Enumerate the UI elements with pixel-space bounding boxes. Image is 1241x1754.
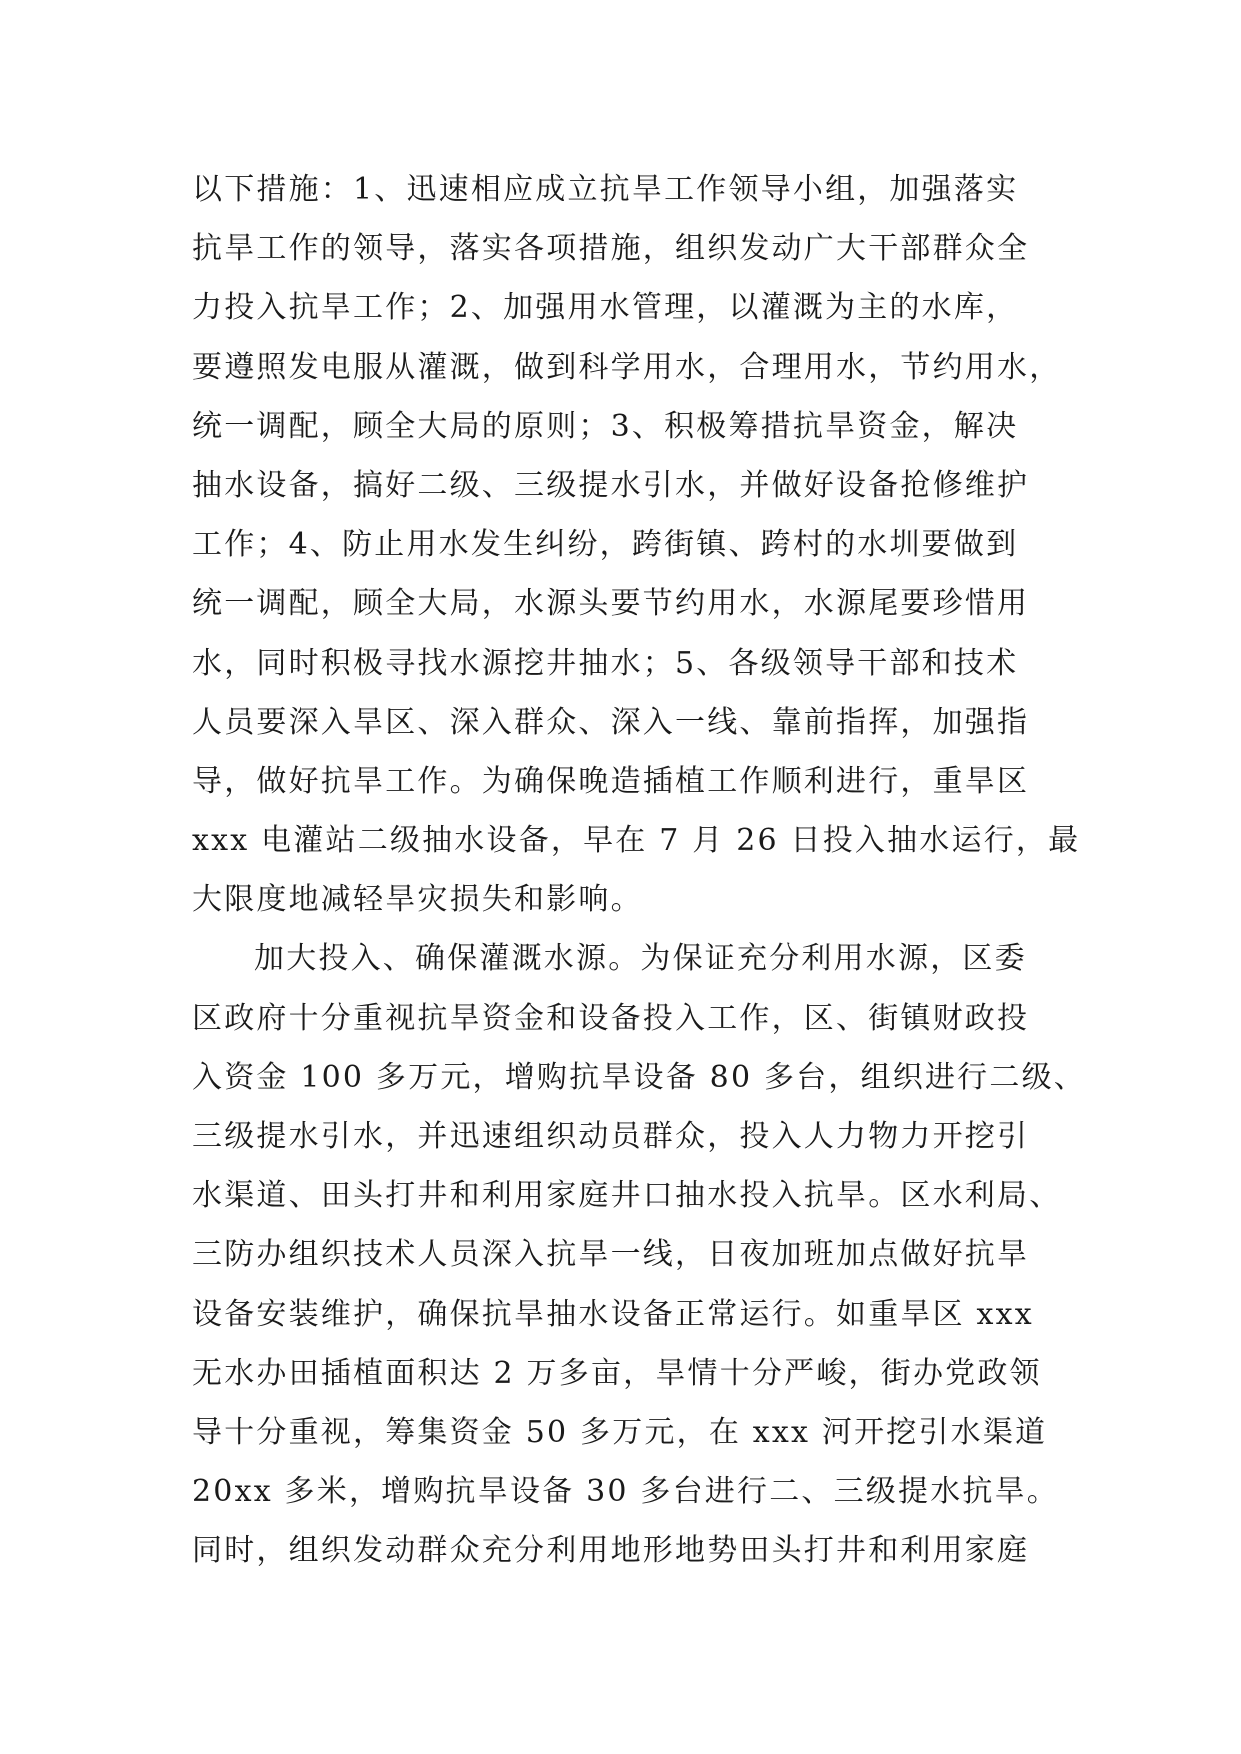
text-line: 同时，组织发动群众充分利用地形地势田头打井和利用家庭 bbox=[192, 1533, 1030, 1569]
body-text bbox=[192, 160, 1086, 1581]
text-line: 水渠道、田头打井和利用家庭井口抽水投入抗旱。区水利局、 bbox=[192, 1178, 1062, 1214]
text-line: 抗旱工作的领导，落实各项措施，组织发动广大干部群众全 bbox=[192, 231, 1030, 267]
text-line: 抽水设备，搞好二级、三级提水引水，并做好设备抢修维护 bbox=[192, 467, 1030, 503]
text-line: 无水办田插植面积达 2 万多亩，旱情十分严峻，街办党政领 bbox=[192, 1355, 1042, 1391]
text-line: 工作；4、防止用水发生纠纷，跨街镇、跨村的水圳要做到 bbox=[192, 527, 1019, 563]
text-line: 水，同时积极寻找水源挖井抽水；5、各级领导干部和技术 bbox=[192, 645, 1019, 681]
text-line: 导，做好抗旱工作。为确保晚造插植工作顺利进行，重旱区 bbox=[192, 763, 1030, 799]
text-line: 统一调配，顾全大局的原则；3、积极筹措抗旱资金，解决 bbox=[192, 408, 1019, 444]
paragraph-first-line: 加大投入、确保灌溉水源。为保证充分利用水源，区委 bbox=[254, 941, 1027, 977]
text-line: 大限度地减轻旱灾损失和影响。 bbox=[192, 882, 643, 918]
text-line: 三级提水引水，并迅速组织动员群众，投入人力物力开挖引 bbox=[192, 1119, 1030, 1154]
text-line: 统一调配，顾全大局，水源头要节约用水，水源尾要珍惜用 bbox=[192, 586, 1030, 622]
text-line: 入资金 100 多万元，增购抗旱设备 80 多台，组织进行二级、 bbox=[192, 1059, 1086, 1095]
text-line: 20xx 多米，增购抗旱设备 30 多台进行二、三级提水抗旱。 bbox=[192, 1474, 1059, 1510]
text-line: 人员要深入旱区、深入群众、深入一线、靠前指挥，加强指 bbox=[192, 704, 1030, 740]
text-line: 区政府十分重视抗旱资金和设备投入工作，区、街镇财政投 bbox=[192, 1000, 1030, 1036]
text-line: 导十分重视，筹集资金 50 多万元，在 xxx 河开挖引水渠道 bbox=[192, 1414, 1048, 1450]
text-line: 要遵照发电服从灌溉，做到科学用水，合理用水，节约用水， bbox=[192, 349, 1062, 385]
text-line: 力投入抗旱工作；2、加强用水管理，以灌溉为主的水库， bbox=[192, 290, 1019, 326]
text-line: 以下措施：1、迅速相应成立抗旱工作领导小组，加强落实 bbox=[192, 172, 1019, 207]
text-line: 设备安装维护，确保抗旱抽水设备正常运行。如重旱区 xxx bbox=[192, 1296, 1034, 1332]
text-line: xxx 电灌站二级抽水设备，早在 7 月 26 日投入抽水运行，最 bbox=[192, 823, 1081, 859]
text-line: 三防办组织技术人员深入抗旱一线，日夜加班加点做好抗旱 bbox=[192, 1237, 1030, 1273]
